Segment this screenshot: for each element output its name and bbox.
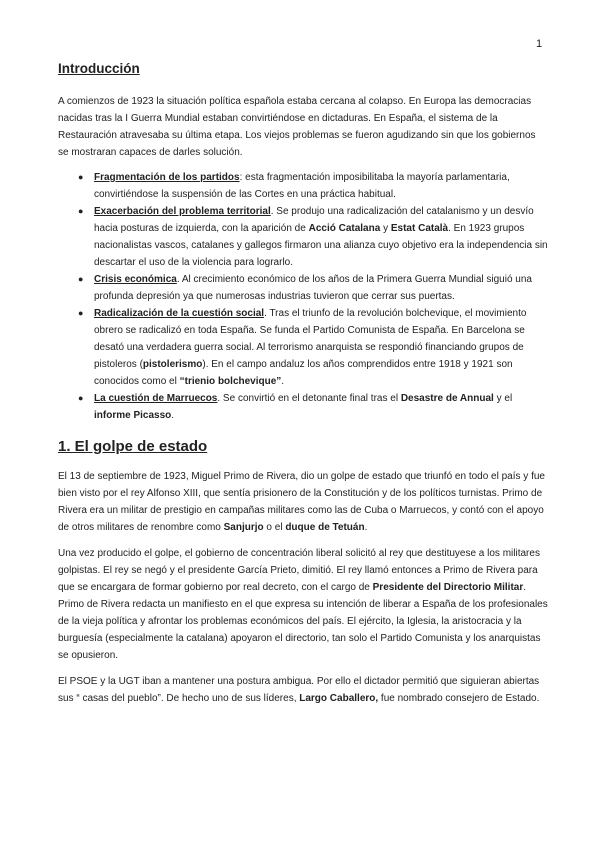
bold-term: duque de Tetuán	[285, 522, 365, 533]
bullet-icon: ●	[78, 172, 84, 182]
list-item	[58, 271, 548, 305]
section-paragraph	[58, 673, 548, 707]
section-title: 1. El golpe de estado	[58, 438, 208, 455]
list-item	[58, 305, 548, 390]
paragraph-text: . Primo de Rivera redacta un manifiesto en el que expresa su intención de liberar a España de los profesionales de la vieja política y afrontar los problemas económicos del país. El ejército, la Iglesia, la aristocracia y la burguesía (especialmente la catalana) apoyaron el directorio, tan solo el Partido Comunista y los anarquistas se opusieron.	[58, 582, 548, 661]
bullet-text: y el	[493, 393, 513, 404]
bold-term: Presidente del Directorio Militar	[372, 582, 524, 593]
document-body	[58, 59, 548, 716]
bold-term: “trienio bolchevique”	[179, 376, 282, 387]
section-paragraph	[58, 545, 548, 664]
bullet-text: ). En el campo andaluz los años comprendidos entre 1918 y 1921 son conocidos como el	[94, 359, 513, 387]
bold-term: Estat Català	[390, 223, 449, 234]
bullet-icon: ●	[78, 206, 84, 216]
bold-term: Sanjurjo	[223, 522, 264, 533]
bold-term: informe Picasso	[94, 410, 172, 421]
bullet-icon: ●	[78, 274, 84, 284]
bold-term: Desastre de Annual	[400, 393, 494, 404]
paragraph-text: fue nombrado consejero de Estado.	[378, 693, 540, 704]
bullet-text: .	[171, 410, 175, 421]
paragraph-text: Una vez producido el golpe, el gobierno de concentración liberal solicitó al rey que destituyese a los militares golpistas. El rey se negó y el presidente García Prieto, dimitió. El rey llamó entonces a Primo de Rivera para que se encargara de formar gobierno por real decreto, con el cargo de	[58, 548, 540, 593]
bullet-text: : esta fragmentación imposibilitaba la mayoría parlamentaria, convirtiéndose la suspensión de las Cortes en una práctica habitual.	[94, 172, 510, 200]
bullet-icon: ●	[78, 308, 84, 318]
bold-term: Largo Caballero,	[299, 693, 379, 704]
intro-bullet-list	[58, 169, 548, 424]
list-item	[58, 169, 548, 203]
bullet-heading: Crisis económica	[94, 274, 177, 285]
bullet-text: . Al crecimiento económico de los años de la Primera Guerra Mundial siguió una profunda depresión ya que numerosas industrias tuvieron que cerrar sus puertas.	[94, 274, 532, 302]
bullet-text: . Se produjo una radicalización del catalanismo y un desvío hacia posturas de izquierda, con la aparición de	[94, 206, 534, 234]
bullet-text: y	[380, 223, 391, 234]
bullet-heading: Fragmentación de los partidos	[94, 172, 240, 183]
intro-title: Introducción	[58, 61, 140, 76]
paragraph-text: El PSOE y la UGT iban a mantener una postura ambigua. Por ello el dictador permitió que siguieran abiertas sus “ casas del pueblo”. De hecho uno de sus líderes,	[58, 676, 540, 704]
paragraph-text: o el	[263, 522, 286, 533]
bullet-heading: Radicalización de la cuestión social	[94, 308, 265, 319]
bullet-icon: ●	[78, 393, 84, 403]
bullet-heading: Exacerbación del problema territorial	[94, 206, 271, 217]
bold-term: pistolerismo	[142, 359, 203, 370]
section-paragraph	[58, 468, 548, 536]
bullet-heading: La cuestión de Marruecos	[94, 393, 218, 404]
bullet-text: . En 1923 grupos nacionalistas vascos, catalanes y gallegos firmaron una alianza cuyo objetivo era la independencia sin descartar el uso de la violencia para lograrlo.	[94, 223, 548, 268]
bullet-text: . Se convirtió en el detonante final tras el	[217, 393, 401, 404]
list-item	[58, 390, 548, 424]
intro-paragraph: A comienzos de 1923 la situación política española estaba cercana al colapso. En Europa las democracias nacidas tras la I Guerra Mundial estaban convirtiéndose en dictaduras. En España, el sistema de la Restauración atravesaba su última etapa. Los viejos problemas se fueron agudizando sin que los gobiernos se mostraran capaces de darles solución.	[58, 96, 536, 158]
page-number: 1	[536, 38, 543, 50]
list-item	[58, 203, 548, 271]
paragraph-text: .	[364, 522, 368, 533]
paragraph-text: El 13 de septiembre de 1923, Miguel Primo de Rivera, dio un golpe de estado que triunfó en todo el país y fue bien visto por el rey Alfonso XIII, que sentía prisionero de la Constitución y de los políticos turnistas. Primo de Rivera era un militar de prestigio en campañas militares como las de Cuba o Marruecos, y contó con el apoyo de otros militares de renombre como	[58, 471, 545, 533]
bullet-text: .	[281, 376, 285, 387]
bold-term: Acció Catalana	[308, 223, 381, 234]
bullet-text: . Tras el triunfo de la revolución bolchevique, el movimiento obrero se radicalizó en toda España. Se funda el Partido Comunista de España. En Barcelona se desató una verdadera guerra social. Al terrorismo anarquista se respondió financiando grupos de pistoleros (	[94, 308, 527, 370]
